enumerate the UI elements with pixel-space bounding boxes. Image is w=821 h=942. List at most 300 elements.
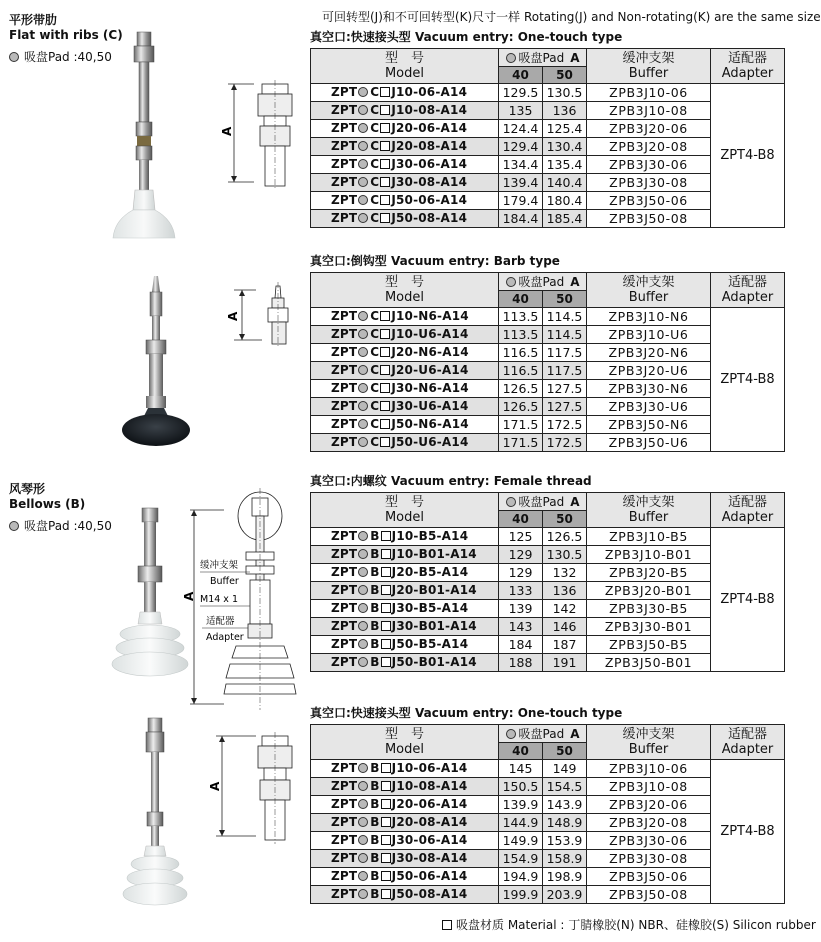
model-suffix: J20-06-A14 bbox=[391, 121, 468, 135]
buffer-model: ZPB3J50-08 bbox=[587, 886, 711, 904]
pad-type-code: C bbox=[370, 121, 380, 135]
model-code bbox=[311, 362, 499, 380]
spec-table-4 bbox=[310, 724, 785, 904]
pad-type-code: C bbox=[370, 157, 380, 171]
material-note-text: 吸盘材质 Material : 丁腈橡胶(N) NBR、硅橡胶(S) Silicon rubber bbox=[456, 918, 816, 932]
model-prefix: ZPT bbox=[331, 869, 358, 883]
buffer-header-en: Buffer bbox=[628, 66, 669, 81]
material-box-icon bbox=[381, 781, 391, 791]
dim-a-50: 142 bbox=[543, 600, 587, 618]
pad-type-code: C bbox=[370, 345, 380, 359]
dim-a-50: 114.5 bbox=[543, 308, 587, 326]
pad-dia-circle-icon bbox=[358, 889, 368, 899]
dim-a-50: 127.5 bbox=[543, 398, 587, 416]
pad-dia-circle-icon bbox=[358, 365, 368, 375]
model-code bbox=[311, 174, 499, 192]
model-prefix: ZPT bbox=[331, 761, 358, 775]
pad-dia-circle-icon bbox=[358, 347, 368, 357]
dim-a-40: 126.5 bbox=[499, 398, 543, 416]
pad-type-code: B bbox=[370, 547, 380, 561]
material-box-icon bbox=[380, 159, 390, 169]
pad-dia-circle-icon bbox=[358, 549, 368, 559]
model-prefix: ZPT bbox=[331, 529, 358, 543]
material-box-icon bbox=[380, 195, 390, 205]
dim-a-40: 116.5 bbox=[499, 362, 543, 380]
spec-table-1 bbox=[310, 48, 785, 228]
material-box-icon bbox=[380, 401, 390, 411]
adapter-header-en: Adapter bbox=[721, 742, 774, 757]
bellows-type-en: Bellows (B) bbox=[9, 497, 86, 511]
bellows-type-caption bbox=[9, 482, 112, 534]
model-header-en: Model bbox=[384, 742, 425, 757]
dim-a-40: 129.5 bbox=[499, 84, 543, 102]
dim-a-50: 158.9 bbox=[543, 850, 587, 868]
model-code bbox=[311, 416, 499, 434]
dim-a-40: 149.9 bbox=[499, 832, 543, 850]
model-header bbox=[311, 493, 499, 528]
model-code bbox=[311, 120, 499, 138]
model-header bbox=[311, 49, 499, 84]
dim-a-40: 199.9 bbox=[499, 886, 543, 904]
model-suffix: J20-08-A14 bbox=[391, 815, 468, 829]
model-prefix: ZPT bbox=[331, 815, 358, 829]
pad-type-code: B bbox=[370, 815, 380, 829]
dim-a-50: 130.5 bbox=[543, 84, 587, 102]
dim-a-50: 146 bbox=[543, 618, 587, 636]
buffer-model: ZPB3J30-N6 bbox=[587, 380, 711, 398]
model-suffix: J30-08-A14 bbox=[391, 175, 468, 189]
model-code bbox=[311, 600, 499, 618]
dim-a-50: 153.9 bbox=[543, 832, 587, 850]
model-code bbox=[311, 760, 499, 778]
model-suffix: J50-U6-A14 bbox=[391, 435, 469, 449]
pad-type-code: C bbox=[370, 417, 380, 431]
adapter-model: ZPT4-B8 bbox=[711, 528, 785, 672]
section-title-1: 真空口:快速接头型 Vacuum entry: One-touch type bbox=[310, 30, 623, 44]
material-box-icon bbox=[381, 639, 391, 649]
dim-a-50: 130.4 bbox=[543, 138, 587, 156]
dim-a-40: 144.9 bbox=[499, 814, 543, 832]
pad-circle-icon bbox=[506, 277, 516, 287]
pad-dia-circle-icon bbox=[358, 781, 368, 791]
section-title-2: 真空口:倒钩型 Vacuum entry: Barb type bbox=[310, 254, 560, 268]
material-box-icon bbox=[380, 383, 390, 393]
model-prefix: ZPT bbox=[331, 121, 358, 135]
buffer-header bbox=[587, 493, 711, 528]
model-prefix: ZPT bbox=[331, 345, 358, 359]
model-prefix: ZPT bbox=[331, 779, 358, 793]
model-suffix: J30-08-A14 bbox=[391, 851, 468, 865]
model-suffix: J30-B01-A14 bbox=[391, 619, 477, 633]
material-box-icon bbox=[380, 213, 390, 223]
flat-one-touch-dimension-drawing bbox=[218, 78, 298, 190]
pad-type-code: B bbox=[370, 761, 380, 775]
buffer-header-en: Buffer bbox=[628, 742, 669, 757]
pad-size-50: 50 bbox=[543, 291, 587, 308]
pad-dia-circle-icon bbox=[358, 567, 368, 577]
buffer-model: ZPB3J50-06 bbox=[587, 868, 711, 886]
pad-type-code: C bbox=[370, 381, 380, 395]
model-header-cn: 型 号 bbox=[384, 495, 424, 510]
dim-a-label: A bbox=[226, 311, 240, 321]
model-code bbox=[311, 850, 499, 868]
pad-type-code: C bbox=[370, 399, 380, 413]
dim-a-40: 171.5 bbox=[499, 416, 543, 434]
model-suffix: J30-06-A14 bbox=[391, 833, 468, 847]
dim-a-50: 143.9 bbox=[543, 796, 587, 814]
pad-dia-circle-icon bbox=[358, 177, 368, 187]
pad-size-40: 40 bbox=[499, 291, 543, 308]
spec-table-2 bbox=[310, 272, 785, 452]
pad-size-40: 40 bbox=[499, 511, 543, 528]
model-prefix: ZPT bbox=[331, 399, 358, 413]
dim-a-50: 126.5 bbox=[543, 528, 587, 546]
buffer-model: ZPB3J30-08 bbox=[587, 174, 711, 192]
dim-a-50: 191 bbox=[543, 654, 587, 672]
pad-dia-circle-icon bbox=[358, 799, 368, 809]
pad-type-code: B bbox=[370, 583, 380, 597]
pad-header-label: 吸盘Pad bbox=[518, 274, 565, 289]
dim-a-label: A bbox=[182, 591, 196, 601]
adapter-header bbox=[711, 49, 785, 84]
buffer-model: ZPB3J30-06 bbox=[587, 156, 711, 174]
dim-a-40: 113.5 bbox=[499, 326, 543, 344]
flat-type-caption bbox=[9, 13, 123, 65]
model-code bbox=[311, 84, 499, 102]
pad-type-code: B bbox=[370, 833, 380, 847]
spec-table-3 bbox=[310, 492, 785, 672]
adapter-header-en: Adapter bbox=[721, 66, 774, 81]
flat-type-cn: 平形带肋 bbox=[9, 13, 58, 27]
dim-a-50: 117.5 bbox=[543, 362, 587, 380]
model-header-en: Model bbox=[384, 290, 425, 305]
adapter-header-cn: 适配器 bbox=[727, 495, 767, 510]
dim-a-50: 135.4 bbox=[543, 156, 587, 174]
model-code bbox=[311, 582, 499, 600]
pad-dim-header bbox=[499, 725, 587, 743]
pad-dia-circle-icon bbox=[358, 763, 368, 773]
model-code bbox=[311, 546, 499, 564]
model-code bbox=[311, 308, 499, 326]
model-prefix: ZPT bbox=[331, 565, 358, 579]
dim-a-50: 172.5 bbox=[543, 416, 587, 434]
dim-a-40: 129 bbox=[499, 564, 543, 582]
material-box-icon bbox=[381, 853, 391, 863]
model-suffix: J50-B01-A14 bbox=[391, 655, 477, 669]
material-box-icon bbox=[381, 603, 391, 613]
dim-a-50: 136 bbox=[543, 582, 587, 600]
pad-type-code: C bbox=[370, 103, 380, 117]
model-code bbox=[311, 832, 499, 850]
bellows-pad-sizes bbox=[9, 518, 112, 534]
model-prefix: ZPT bbox=[331, 601, 358, 615]
barb-dimension-drawing bbox=[228, 282, 298, 348]
adapter-header-en: Adapter bbox=[721, 510, 774, 525]
buffer-model: ZPB3J50-B01 bbox=[587, 654, 711, 672]
pad-type-code: B bbox=[370, 869, 380, 883]
dim-a-header: A bbox=[570, 274, 580, 289]
model-code bbox=[311, 618, 499, 636]
dim-a-label: A bbox=[208, 781, 222, 791]
model-header bbox=[311, 273, 499, 308]
model-code bbox=[311, 138, 499, 156]
dim-a-header: A bbox=[570, 50, 580, 65]
adapter-label-en: Adapter bbox=[206, 632, 244, 643]
model-suffix: J50-B5-A14 bbox=[391, 637, 469, 651]
buffer-header-cn: 缓冲支架 bbox=[622, 51, 675, 66]
material-box-icon bbox=[380, 177, 390, 187]
pad-size-40: 40 bbox=[499, 67, 543, 84]
pad-type-code: C bbox=[370, 327, 380, 341]
dim-a-40: 184 bbox=[499, 636, 543, 654]
dim-a-label: A bbox=[220, 126, 234, 136]
buffer-header-cn: 缓冲支架 bbox=[622, 495, 675, 510]
material-box-icon bbox=[380, 105, 390, 115]
adapter-header bbox=[711, 725, 785, 760]
flat-pad-sizes bbox=[9, 49, 123, 65]
material-box-icon bbox=[381, 871, 391, 881]
model-code bbox=[311, 380, 499, 398]
dim-a-50: 149 bbox=[543, 760, 587, 778]
model-suffix: J10-08-A14 bbox=[391, 103, 468, 117]
pad-type-code: B bbox=[370, 851, 380, 865]
dim-a-50: 136 bbox=[543, 102, 587, 120]
model-header bbox=[311, 725, 499, 760]
buffer-label-en: Buffer bbox=[210, 576, 239, 587]
dim-a-50: 172.5 bbox=[543, 434, 587, 452]
same-size-note: 可回转型(J)和不可回转型(K)尺寸一样 Rotating(J) and Non-rotating(K) are the same size bbox=[322, 10, 821, 24]
table-row bbox=[311, 528, 785, 546]
buffer-model: ZPB3J10-08 bbox=[587, 778, 711, 796]
dim-a-40: 139.9 bbox=[499, 796, 543, 814]
pad-dia-circle-icon bbox=[358, 159, 368, 169]
model-code bbox=[311, 886, 499, 904]
model-prefix: ZPT bbox=[331, 363, 358, 377]
dim-a-40: 124.4 bbox=[499, 120, 543, 138]
dim-a-40: 179.4 bbox=[499, 192, 543, 210]
material-box-icon bbox=[380, 437, 390, 447]
pad-dia-circle-icon bbox=[358, 123, 368, 133]
bellows-type-cn: 风琴形 bbox=[9, 482, 46, 496]
pad-type-code: B bbox=[370, 529, 380, 543]
model-header-cn: 型 号 bbox=[384, 727, 424, 742]
model-code bbox=[311, 814, 499, 832]
pad-size-40: 40 bbox=[499, 743, 543, 760]
material-box-icon bbox=[381, 835, 391, 845]
dim-a-40: 135 bbox=[499, 102, 543, 120]
model-prefix: ZPT bbox=[331, 139, 358, 153]
model-suffix: J50-06-A14 bbox=[391, 869, 468, 883]
dim-a-50: 125.4 bbox=[543, 120, 587, 138]
pad-size-50: 50 bbox=[543, 511, 587, 528]
pad-type-code: B bbox=[370, 797, 380, 811]
model-suffix: J30-N6-A14 bbox=[391, 381, 469, 395]
pad-header-label: 吸盘Pad bbox=[518, 726, 565, 741]
pad-type-code: C bbox=[370, 139, 380, 153]
model-suffix: J50-08-A14 bbox=[391, 887, 468, 901]
dim-a-header: A bbox=[570, 726, 580, 741]
bellows-one-touch-dimension-drawing bbox=[210, 732, 298, 844]
model-suffix: J20-B5-A14 bbox=[391, 565, 469, 579]
buffer-model: ZPB3J50-B5 bbox=[587, 636, 711, 654]
dim-a-40: 139 bbox=[499, 600, 543, 618]
buffer-model: ZPB3J30-U6 bbox=[587, 398, 711, 416]
buffer-header bbox=[587, 49, 711, 84]
model-prefix: ZPT bbox=[331, 175, 358, 189]
flat-pad-one-touch-photo bbox=[110, 32, 180, 244]
pad-dia-circle-icon bbox=[358, 871, 368, 881]
model-prefix: ZPT bbox=[331, 381, 358, 395]
dim-a-40: 139.4 bbox=[499, 174, 543, 192]
model-code bbox=[311, 528, 499, 546]
pad-type-code: B bbox=[370, 565, 380, 579]
pad-type-code: B bbox=[370, 601, 380, 615]
table-row bbox=[311, 308, 785, 326]
material-box-icon bbox=[380, 347, 390, 357]
adapter-label-cn: 适配器 bbox=[206, 616, 235, 627]
buffer-model: ZPB3J10-U6 bbox=[587, 326, 711, 344]
model-suffix: J20-06-A14 bbox=[391, 797, 468, 811]
model-suffix: J50-N6-A14 bbox=[391, 417, 469, 431]
adapter-model: ZPT4-B8 bbox=[711, 308, 785, 452]
model-suffix: J20-N6-A14 bbox=[391, 345, 469, 359]
dim-a-50: 180.4 bbox=[543, 192, 587, 210]
adapter-header-cn: 适配器 bbox=[727, 275, 767, 290]
adapter-header-en: Adapter bbox=[721, 290, 774, 305]
pad-dim-header bbox=[499, 273, 587, 291]
bellows-pad-one-touch-photo bbox=[118, 718, 194, 914]
buffer-header-cn: 缓冲支架 bbox=[622, 275, 675, 290]
pad-type-code: B bbox=[370, 779, 380, 793]
buffer-label-cn: 缓冲支架 bbox=[200, 560, 239, 571]
model-prefix: ZPT bbox=[331, 435, 358, 449]
pad-dia-circle-icon bbox=[358, 603, 368, 613]
pad-type-code: B bbox=[370, 887, 380, 901]
model-suffix: J10-06-A14 bbox=[391, 761, 468, 775]
adapter-model: ZPT4-B8 bbox=[711, 760, 785, 904]
model-prefix: ZPT bbox=[331, 851, 358, 865]
dim-a-50: 203.9 bbox=[543, 886, 587, 904]
dim-a-40: 188 bbox=[499, 654, 543, 672]
adapter-header bbox=[711, 493, 785, 528]
model-suffix: J30-U6-A14 bbox=[391, 399, 469, 413]
buffer-model: ZPB3J20-06 bbox=[587, 120, 711, 138]
model-prefix: ZPT bbox=[331, 655, 358, 669]
pad-dia-circle-icon bbox=[358, 383, 368, 393]
pad-circle-icon bbox=[506, 53, 516, 63]
pad-dim-header bbox=[499, 493, 587, 511]
buffer-model: ZPB3J10-06 bbox=[587, 760, 711, 778]
dim-a-50: 132 bbox=[543, 564, 587, 582]
model-prefix: ZPT bbox=[331, 583, 358, 597]
dim-a-40: 150.5 bbox=[499, 778, 543, 796]
material-box-icon bbox=[381, 889, 391, 899]
pad-type-code: C bbox=[370, 175, 380, 189]
material-box-icon bbox=[381, 567, 391, 577]
table-row bbox=[311, 760, 785, 778]
dim-a-40: 125 bbox=[499, 528, 543, 546]
model-code bbox=[311, 102, 499, 120]
adapter-header bbox=[711, 273, 785, 308]
model-prefix: ZPT bbox=[331, 85, 358, 99]
dim-a-40: 154.9 bbox=[499, 850, 543, 868]
pad-size-50: 50 bbox=[543, 67, 587, 84]
dim-a-header: A bbox=[570, 494, 580, 509]
buffer-header-en: Buffer bbox=[628, 290, 669, 305]
pad-dia-circle-icon bbox=[358, 835, 368, 845]
bellows-pad-female-photo bbox=[108, 508, 192, 684]
pad-dia-circle-icon bbox=[358, 311, 368, 321]
pad-type-code: C bbox=[370, 435, 380, 449]
dim-a-40: 133 bbox=[499, 582, 543, 600]
model-header-cn: 型 号 bbox=[384, 51, 424, 66]
model-code bbox=[311, 156, 499, 174]
buffer-model: ZPB3J50-U6 bbox=[587, 434, 711, 452]
pad-type-code: C bbox=[370, 193, 380, 207]
model-suffix: J50-08-A14 bbox=[391, 211, 468, 225]
adapter-header-cn: 适配器 bbox=[727, 51, 767, 66]
model-prefix: ZPT bbox=[331, 211, 358, 225]
material-box-icon bbox=[380, 123, 390, 133]
buffer-model: ZPB3J20-08 bbox=[587, 138, 711, 156]
pad-circle-icon bbox=[9, 52, 19, 62]
pad-dia-circle-icon bbox=[358, 329, 368, 339]
model-code bbox=[311, 210, 499, 228]
model-header-en: Model bbox=[384, 510, 425, 525]
bellows-pad-label: 吸盘Pad :40,50 bbox=[24, 519, 112, 533]
buffer-model: ZPB3J30-08 bbox=[587, 850, 711, 868]
material-box-icon bbox=[380, 329, 390, 339]
buffer-model: ZPB3J10-B5 bbox=[587, 528, 711, 546]
pad-header-label: 吸盘Pad bbox=[518, 494, 565, 509]
model-prefix: ZPT bbox=[331, 619, 358, 633]
pad-dia-circle-icon bbox=[358, 141, 368, 151]
dim-a-50: 154.5 bbox=[543, 778, 587, 796]
dim-a-40: 145 bbox=[499, 760, 543, 778]
model-suffix: J10-B5-A14 bbox=[391, 529, 469, 543]
material-box-icon bbox=[380, 365, 390, 375]
model-suffix: J30-B5-A14 bbox=[391, 601, 469, 615]
material-box-icon bbox=[380, 311, 390, 321]
pad-dia-circle-icon bbox=[358, 621, 368, 631]
pad-dia-circle-icon bbox=[358, 105, 368, 115]
model-code bbox=[311, 398, 499, 416]
material-note bbox=[442, 916, 816, 933]
dim-a-50: 127.5 bbox=[543, 380, 587, 398]
pad-type-code: B bbox=[370, 619, 380, 633]
buffer-header-cn: 缓冲支架 bbox=[622, 727, 675, 742]
model-suffix: J20-B01-A14 bbox=[391, 583, 477, 597]
buffer-model: ZPB3J30-06 bbox=[587, 832, 711, 850]
buffer-model: ZPB3J50-08 bbox=[587, 210, 711, 228]
thread-label: M14 x 1 bbox=[200, 594, 238, 605]
material-box-icon bbox=[381, 763, 391, 773]
pad-type-code: C bbox=[370, 211, 380, 225]
dim-a-50: 148.9 bbox=[543, 814, 587, 832]
material-box-icon bbox=[381, 657, 391, 667]
buffer-model: ZPB3J20-B5 bbox=[587, 564, 711, 582]
model-prefix: ZPT bbox=[331, 637, 358, 651]
buffer-model: ZPB3J10-06 bbox=[587, 84, 711, 102]
section-title-4: 真空口:快速接头型 Vacuum entry: One-touch type bbox=[310, 706, 623, 720]
model-code bbox=[311, 192, 499, 210]
table-row bbox=[311, 84, 785, 102]
model-code bbox=[311, 868, 499, 886]
model-prefix: ZPT bbox=[331, 887, 358, 901]
dim-a-50: 130.5 bbox=[543, 546, 587, 564]
material-box-icon bbox=[381, 531, 391, 541]
model-suffix: J30-06-A14 bbox=[391, 157, 468, 171]
